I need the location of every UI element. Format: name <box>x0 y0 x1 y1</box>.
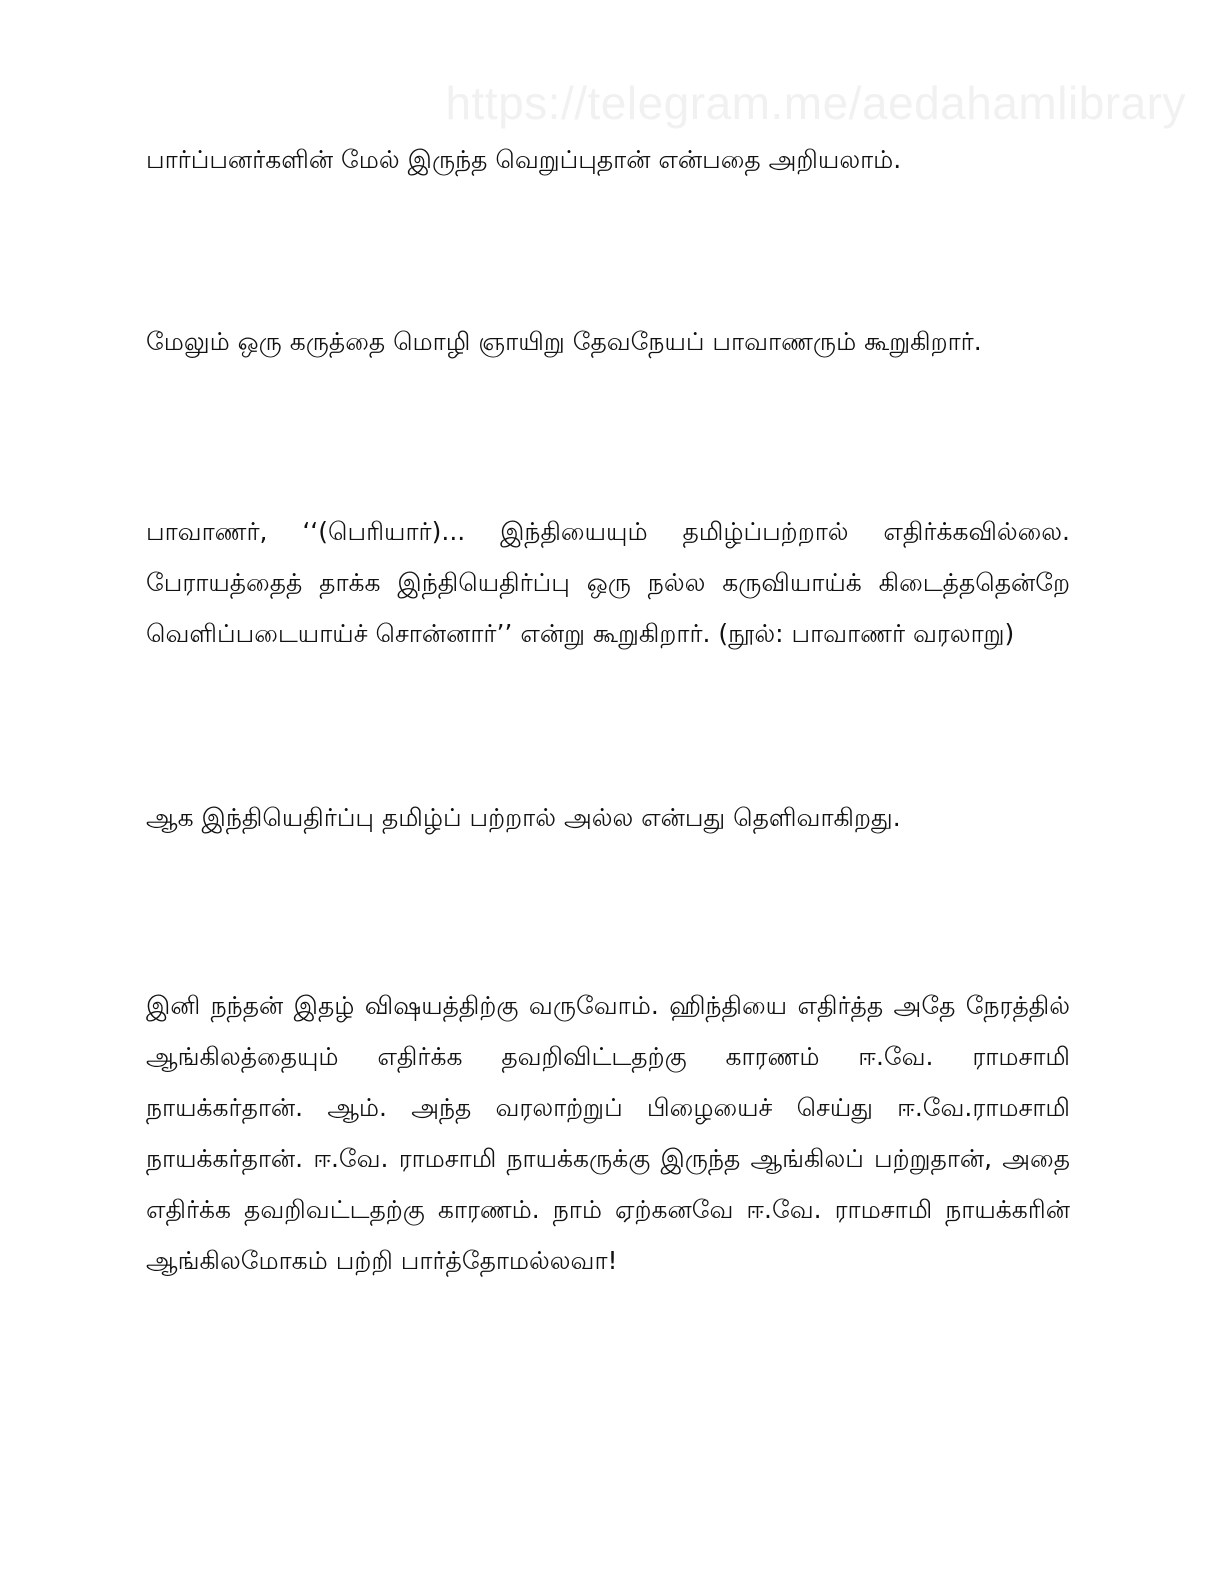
paragraph-5: இனி நந்தன் இதழ் விஷயத்திற்கு வருவோம். ஹிந்தியை எதிர்த்த அதே நேரத்தில் ஆங்கிலத்தையும் எதிர்க்க தவறிவிட்டதற்கு காரணம் ஈ.வே. ராமசாமி நாயக்கர்தான். ஆம். அந்த வரலாற்றுப் பிழையைச் செய்து ஈ.வே.ராமசாமி நாயக்கர்தான். ஈ.வே. ராமசாமி நாயக்கருக்கு இருந்த ஆங்கிலப் பற்றுதான், அதை எதிர்க்க தவறிவட்டதற்கு காரணம். நாம் ஏற்கனவே ஈ.வே. ராமசாமி நாயக்கரின் ஆங்கிலமோகம் பற்றி பார்த்தோமல்லவா! <box>146 991 1070 1275</box>
paragraph-1: பார்ப்பனர்களின் மேல் இருந்த வெறுப்புதான் என்பதை அறியலாம். <box>146 145 902 174</box>
paragraph-2: மேலும் ஒரு கருத்தை மொழி ஞாயிறு தேவநேயப் பாவாணரும் கூறுகிறார். <box>146 327 982 356</box>
paragraph-3: பாவாணர், ‘‘(பெரியார்)... இந்தியையும் தமிழ்ப்பற்றால் எதிர்க்கவில்லை. பேராயத்தைத் தாக்க இந்தியெதிர்ப்பு ஒரு நல்ல கருவியாய்க் கிடைத்ததென்றே வெளிப்படையாய்ச் சொன்னார்’’ என்று கூறுகிறார். (நூல்: பாவாணர் வரலாறு) <box>146 517 1070 648</box>
paragraph-4: ஆக இந்தியெதிர்ப்பு தமிழ்ப் பற்றால் அல்ல என்பது தெளிவாகிறது. <box>146 803 901 832</box>
watermark-text: https://telegram.me/aedahamlibrary <box>445 77 1186 129</box>
